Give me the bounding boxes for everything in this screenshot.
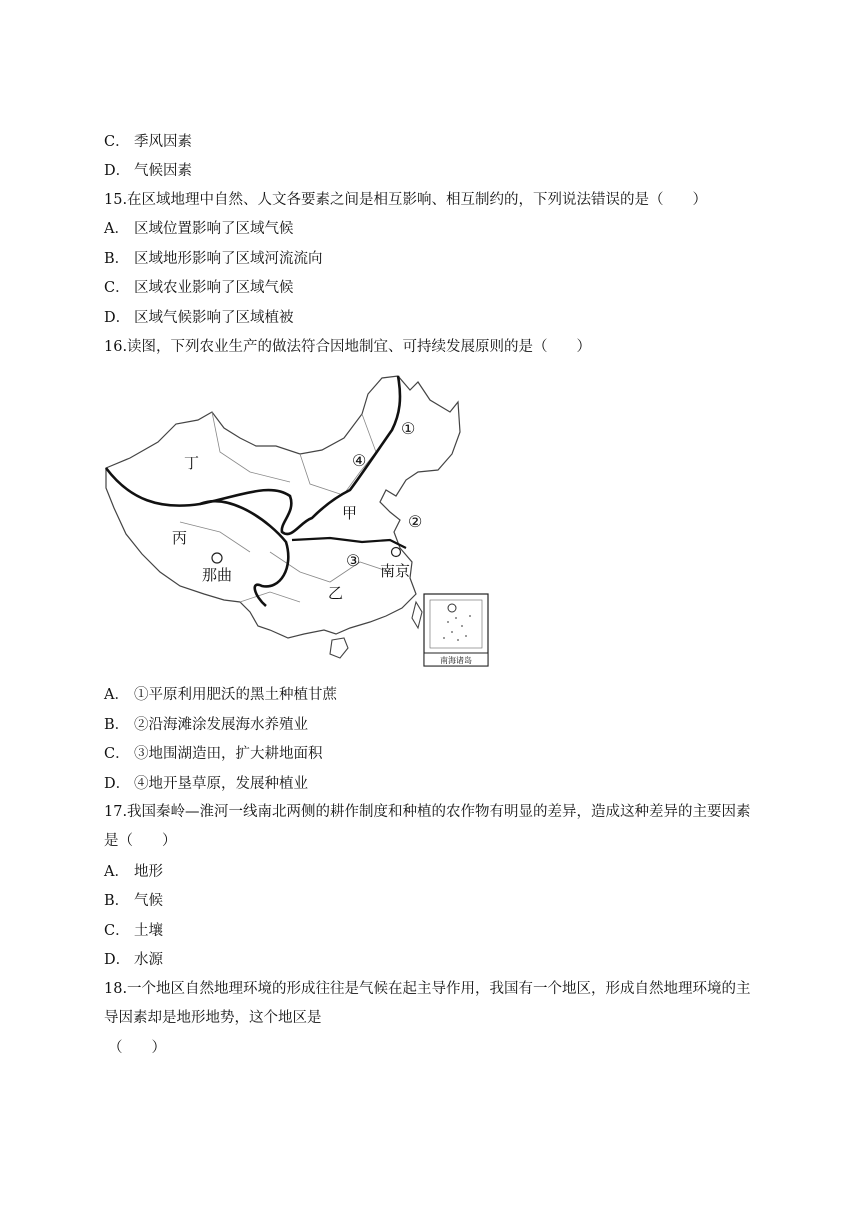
q16-option-c[interactable] [104,744,323,764]
option-text: 区域位置影响了区域气候 [134,221,294,237]
q15-option-c[interactable] [104,278,294,298]
label-jia: 甲 [342,504,358,522]
option-text: 季风因素 [134,134,192,150]
label-bing: 丙 [172,529,188,547]
label-circle-1: ① [401,419,416,438]
option-letter: B． [104,893,130,909]
option-letter: A． [104,864,129,880]
q17-option-d[interactable] [104,950,163,970]
china-outline [106,376,460,638]
hainan-island [330,638,348,658]
q15-option-a[interactable] [104,219,294,239]
qinling-huaihe-line [292,538,406,548]
q15-option-b[interactable] [104,249,323,269]
option-letter: C． [104,746,130,762]
option-letter: C． [104,923,130,939]
option-letter: B． [104,251,130,267]
label-ding: 丁 [184,454,200,472]
option-text: ④地开垦草原，发展种植业 [134,776,308,792]
option-letter: D． [104,310,131,326]
option-text: ③地围湖造田，扩大耕地面积 [134,746,323,762]
q17-option-b[interactable] [104,891,163,911]
naqu-marker [212,553,222,563]
label-circle-4: ④ [352,451,367,470]
region-boundary-qinghai-tibet [200,501,288,606]
label-nanjing: 南京 [380,562,411,580]
option-letter: C． [104,134,130,150]
taiwan-island [412,602,422,628]
option-text: 水源 [134,952,163,968]
q14-option-d[interactable] [104,161,192,181]
option-text: 气候因素 [134,163,192,179]
q16-stem: 16.读图，下列农业生产的做法符合因地制宜、可持续发展原则的是（ ） [104,339,592,355]
option-letter: B． [104,717,130,733]
option-text: 气候 [134,893,163,909]
option-text: 区域地形影响了区域河流流向 [134,251,323,267]
option-text: 土壤 [134,923,163,939]
q16-option-a[interactable] [104,685,337,705]
q17-option-a[interactable] [104,862,163,882]
option-letter: D． [104,163,131,179]
q14-option-c[interactable] [104,132,192,152]
q16-option-d[interactable] [104,774,308,794]
option-letter: C． [104,280,130,296]
option-letter: D． [104,776,131,792]
q18-stem: 18.一个地区自然地理环境的形成往往是气候在起主导作用，我国有一个地区，形成自然地理环境的主导因素却是地形地势，这个地区是 [104,981,751,1026]
option-text: 区域气候影响了区域植被 [134,310,294,326]
label-yi: 乙 [328,584,344,602]
label-circle-3: ③ [346,551,361,570]
option-letter: A． [104,221,129,237]
option-letter: D． [104,952,131,968]
q15-option-d[interactable] [104,308,294,328]
q17-option-c[interactable] [104,921,163,941]
option-letter: A． [104,687,129,703]
option-text: ②沿海滩涂发展海水养殖业 [134,717,308,733]
china-map-figure [100,372,500,672]
q15-stem: 15.在区域地理中自然、人文各要素之间是相互影响、相互制约的，下列说法错误的是（ ） [104,192,708,208]
nanjing-marker [392,548,401,557]
q17-stem: 17.我国秦岭—淮河一线南北两侧的耕作制度和种植的农作物有明显的差异，造成这种差异的主要因素是（ ） [104,804,751,849]
label-circle-2: ② [408,512,423,531]
q16-option-b[interactable] [104,715,308,735]
inset-label: 南海诸岛 [440,656,472,665]
option-text: 区域农业影响了区域气候 [134,280,294,296]
label-naqu: 那曲 [202,566,233,584]
option-text: ①平原利用肥沃的黑土种植甘蔗 [134,687,337,703]
option-text: 地形 [134,864,163,880]
q18-answer-blank: （ ） [108,1040,166,1056]
